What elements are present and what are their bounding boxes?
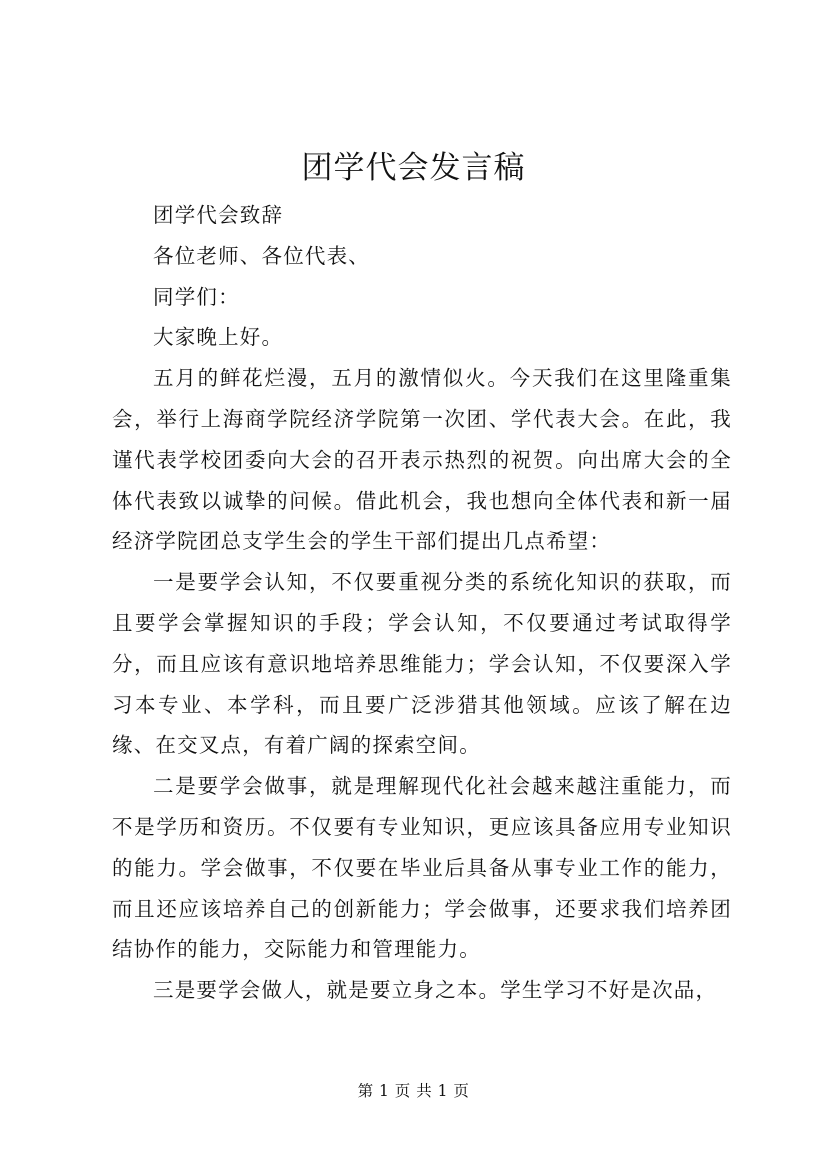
document-body	[112, 195, 732, 1011]
body-paragraph: 二是要学会做事，就是理解现代化社会越来越注重能力，而不是学历和资历。不仅要有专业知识，更应该具备应用专业知识的能力。学会做事，不仅要在毕业后具备从事专业工作的能力，而且还应该培养自己的创新能力；学会做事，还要求我们培养团结协作的能力，交际能力和管理能力。	[112, 774, 732, 962]
document-title: 团学代会发言稿	[301, 150, 526, 186]
body-paragraph: 五月的鲜花烂漫，五月的激情似火。今天我们在这里隆重集会，举行上海商学院经济学院第一次团、学代表大会。在此，我谨代表学校团委向大会的召开表示热烈的祝贺。向出席大会的全体代表致以诚挚的问候。借此机会，我也想向全体代表和新一届经济学院团总支学生会的学生干部们提出几点希望：	[112, 366, 732, 554]
salutation-line: 各位老师、各位代表、	[153, 243, 370, 268]
page-footer: 第 1 页 共 1 页	[357, 1082, 470, 1100]
body-paragraph: 一是要学会认知，不仅要重视分类的系统化知识的获取，而且要学会掌握知识的手段；学会认知，不仅要通过考试取得学分，而且应该有意识地培养思维能力；学会认知，不仅要深入学习本专业、本学科，而且要广泛涉猎其他领域。应该了解在边缘、在交叉点，有着广阔的探索空间。	[112, 570, 732, 758]
salutation-line: 同学们：	[153, 284, 240, 309]
heading-line: 团学代会致辞	[153, 203, 284, 227]
greeting-line: 大家晚上好。	[153, 325, 284, 350]
body-paragraph: 三是要学会做人，就是要立身之本。学生学习不好是次品，	[153, 978, 718, 1003]
